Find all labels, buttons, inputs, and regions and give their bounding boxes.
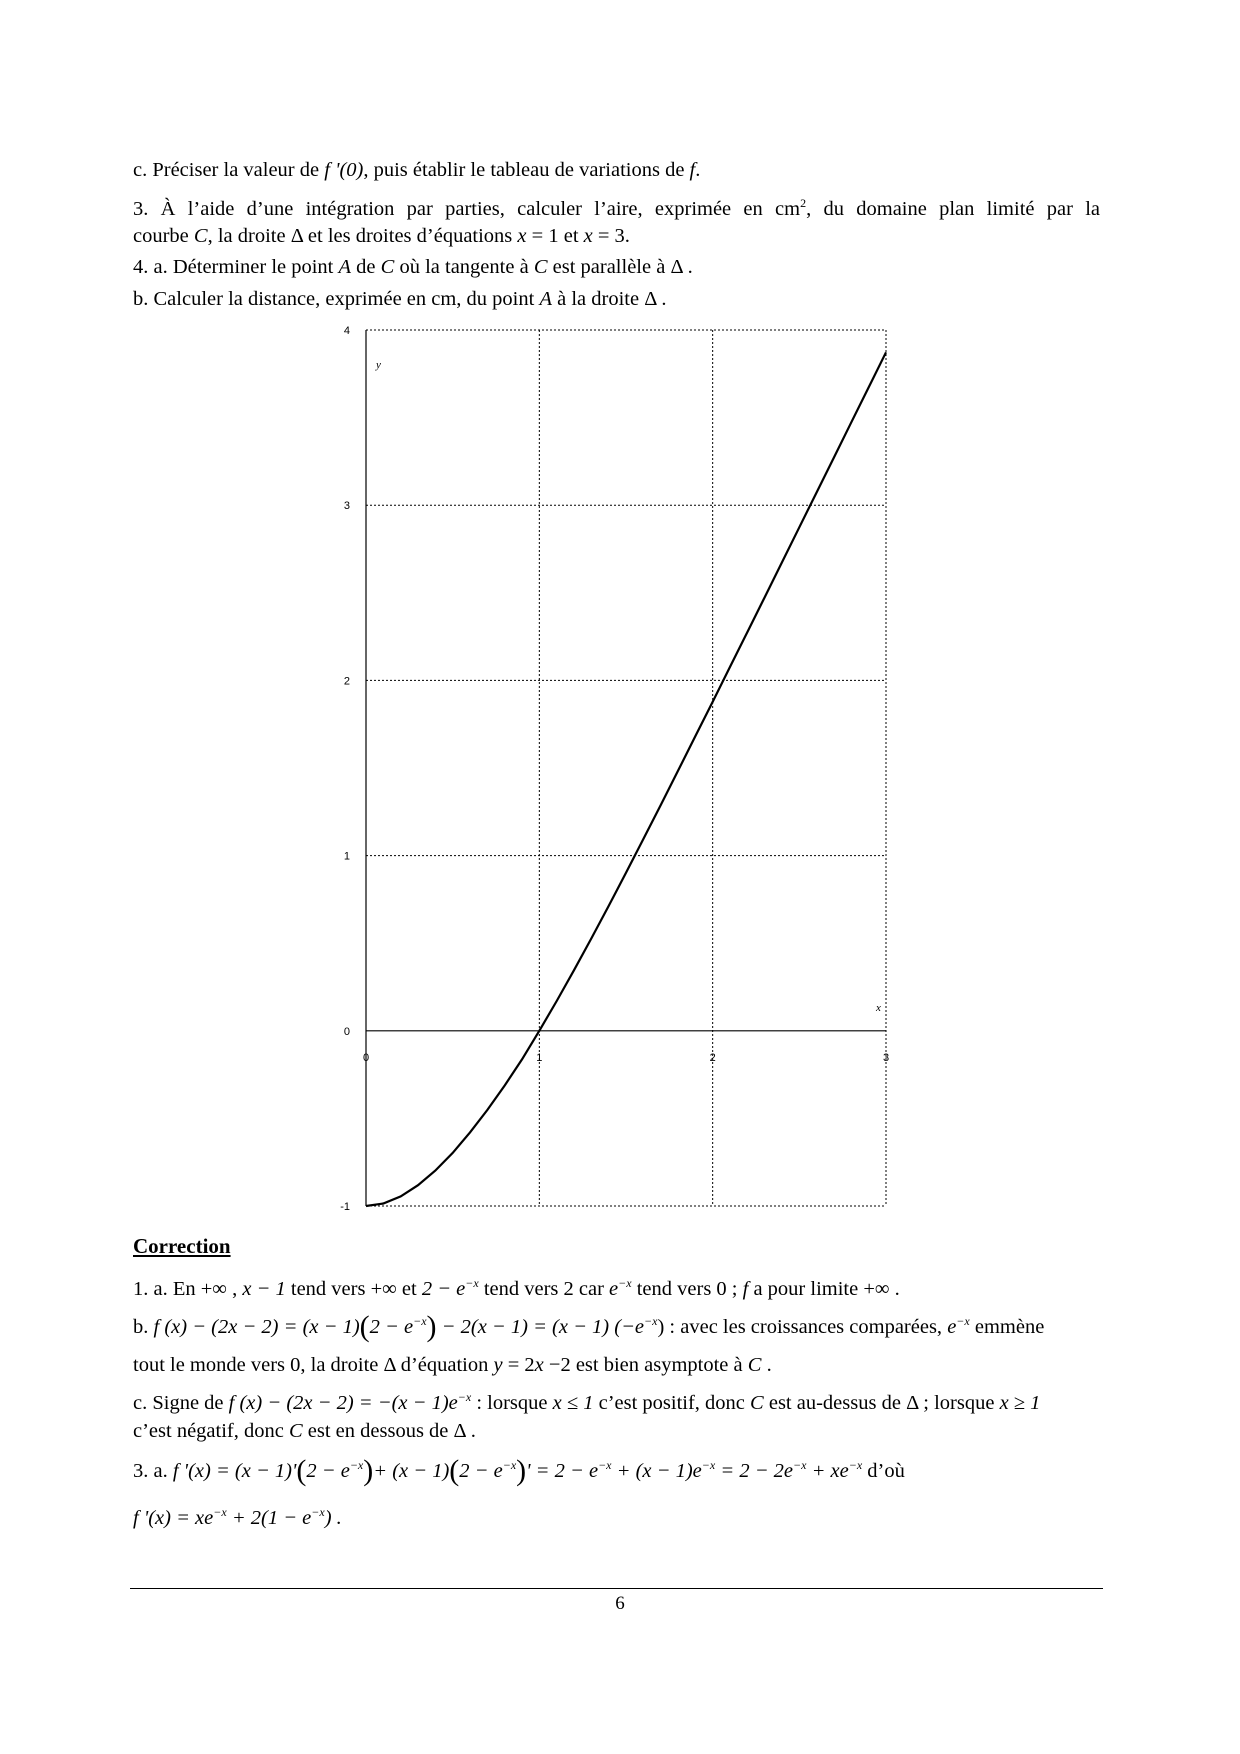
correction-3a <box>133 1454 1100 1487</box>
text: , du domaine plan limité par la <box>806 198 1100 220</box>
superscript: −x <box>644 1314 658 1329</box>
math-expr: 2 − e <box>306 1460 350 1482</box>
math-expr: f '(x) = xe <box>133 1507 214 1529</box>
math-var: C <box>747 1354 762 1376</box>
text: a pour limite <box>748 1278 864 1300</box>
superscript: −x <box>502 1458 517 1473</box>
y-tick-label: -1 <box>340 1201 350 1213</box>
paren-close: ) <box>363 1454 374 1487</box>
math-var: C <box>288 1420 303 1442</box>
text: = 3. <box>592 225 630 247</box>
math-expr: x − 1 <box>242 1278 286 1300</box>
superscript: 2 <box>800 196 807 211</box>
text: tend vers 0 ; <box>631 1278 743 1300</box>
text: . <box>656 288 667 310</box>
text: . <box>682 256 693 278</box>
superscript: −x <box>413 1314 427 1329</box>
paren-open: ( <box>449 1454 460 1487</box>
math-var: C <box>533 256 548 278</box>
superscript: −x <box>311 1505 325 1520</box>
math-expr: 2 − e <box>421 1278 466 1300</box>
math-var: f <box>689 159 696 181</box>
text: de <box>351 256 381 278</box>
math-var: A <box>539 288 552 310</box>
text: d’équation <box>395 1354 494 1376</box>
superscript: −x <box>956 1314 970 1329</box>
superscript: −x <box>793 1458 807 1473</box>
x-tick-label: 1 <box>536 1051 543 1064</box>
math-expr: 2 − e <box>459 1460 503 1482</box>
math-expr: f '(0) <box>324 159 364 181</box>
math-symbol: Δ <box>644 288 657 310</box>
math-expr: ' = 2 − e <box>526 1460 599 1482</box>
text: c. Signe de <box>133 1392 229 1414</box>
text: . <box>465 1420 476 1442</box>
y-tick-label: 4 <box>343 325 350 337</box>
math-expr: − 2(x − 1) = (x − 1) (−e <box>436 1316 645 1338</box>
text: , la droite <box>207 225 291 247</box>
correction-1c <box>133 1390 1100 1417</box>
page-number: 6 <box>615 1593 625 1614</box>
math-var: C <box>750 1392 764 1414</box>
paren-close: ) <box>426 1310 437 1343</box>
math-var: A <box>338 256 352 278</box>
text: −2 est bien asymptote à <box>543 1354 748 1376</box>
math-var: x <box>517 225 527 247</box>
x-tick-label: 0 <box>362 1051 370 1064</box>
text: 1. a. En <box>133 1278 201 1300</box>
text: courbe <box>133 225 194 247</box>
math-symbol: Δ <box>383 1354 396 1376</box>
math-expr: +∞ <box>370 1278 397 1300</box>
text: tend vers <box>285 1278 371 1300</box>
math-expr: f (x) − (2x − 2) = (x − 1) <box>153 1316 360 1338</box>
math-var: f <box>742 1278 749 1300</box>
superscript: −x <box>457 1390 472 1405</box>
text: c. Préciser la valeur de <box>133 159 325 181</box>
text: . <box>889 1278 900 1300</box>
correction-title: Correction <box>133 1234 231 1258</box>
correction-1c-line2 <box>133 1418 1100 1445</box>
math-expr: 2 − e <box>369 1316 414 1338</box>
text: et <box>396 1278 422 1300</box>
math-expr: x ≤ 1 <box>552 1392 594 1414</box>
math-expr: +∞ <box>200 1278 227 1300</box>
paren-open: ( <box>359 1310 370 1343</box>
math-var: x <box>534 1354 544 1376</box>
text: c’est négatif, donc <box>133 1420 289 1442</box>
math-expr: + (x − 1)e <box>611 1460 702 1482</box>
text: où la tangente à <box>394 256 534 278</box>
text: 3. a. <box>133 1460 173 1482</box>
question-4b <box>133 286 1100 313</box>
math-expr: + 2(1 − e <box>226 1507 312 1529</box>
text: d’où <box>862 1460 905 1482</box>
function-graph <box>330 318 910 1218</box>
math-symbol: Δ <box>670 256 683 278</box>
correction-1b <box>133 1310 1100 1343</box>
text: tout le monde vers 0, la droite <box>133 1354 384 1376</box>
text: ; lorsque <box>918 1392 1000 1414</box>
footer-divider <box>130 1588 1103 1589</box>
text: est en dessous de <box>302 1420 454 1442</box>
math-expr: e <box>947 1316 957 1338</box>
math-var: C <box>193 225 208 247</box>
y-tick-label: 3 <box>343 500 350 513</box>
y-tick-label: 2 <box>343 675 350 688</box>
superscript: −x <box>848 1458 863 1473</box>
math-expr: ) . <box>324 1507 342 1529</box>
question-2c <box>133 157 1100 184</box>
superscript: −x <box>618 1276 632 1291</box>
x-tick-label: 3 <box>882 1051 890 1064</box>
x-tick-label: 2 <box>709 1051 716 1064</box>
text: : lorsque <box>471 1392 553 1414</box>
text: c’est positif, donc <box>593 1392 751 1414</box>
math-expr: f (x) − (2x − 2) = −(x − 1)e <box>228 1392 458 1414</box>
question-3-line2 <box>133 223 1100 250</box>
correction-1b-line2 <box>133 1352 1100 1379</box>
superscript: −x <box>213 1505 227 1520</box>
math-expr: f '(x) = (x − 1)' <box>172 1460 297 1482</box>
text: , <box>226 1278 243 1300</box>
text: = 2 <box>502 1354 535 1376</box>
text: à la droite <box>551 288 645 310</box>
text: est au-dessus de <box>763 1392 907 1414</box>
superscript: −x <box>465 1276 479 1291</box>
text: b. Calculer la distance, exprimée en cm, du point <box>133 288 540 310</box>
math-expr: e <box>609 1278 619 1300</box>
paren-close: ) <box>516 1454 527 1487</box>
math-var: C <box>380 256 395 278</box>
math-expr: + (x − 1) <box>373 1460 450 1482</box>
text: emmène <box>969 1316 1045 1338</box>
text: b. <box>133 1316 154 1338</box>
math-var: x <box>583 225 593 247</box>
superscript: −x <box>701 1458 716 1473</box>
y-tick-label: 1 <box>343 850 350 863</box>
text: est parallèle à <box>547 256 671 278</box>
question-3-line1 <box>133 196 1100 223</box>
math-expr: +∞ <box>863 1278 890 1300</box>
math-symbol: Δ <box>906 1392 919 1414</box>
math-expr: = 2 − 2e <box>715 1460 794 1482</box>
y-tick-label: 0 <box>343 1025 350 1038</box>
text: et les droites d’équations <box>302 225 518 247</box>
text: . <box>761 1354 772 1376</box>
paren-open: ( <box>296 1454 307 1487</box>
math-expr: x ≥ 1 <box>999 1392 1041 1414</box>
text: ) : avec les croissances comparées, <box>657 1316 948 1338</box>
x-axis-label: x <box>876 1001 881 1014</box>
superscript: −x <box>598 1458 612 1473</box>
math-var: y <box>493 1354 503 1376</box>
math-symbol: Δ <box>290 225 303 247</box>
text: tend vers 2 car <box>478 1278 610 1300</box>
text: 3. À l’aide d’une intégration par parties, calculer l’aire, exprimée en cm <box>133 198 801 220</box>
correction-3a-line2 <box>133 1505 1100 1532</box>
correction-1a <box>133 1276 1100 1303</box>
question-4a <box>133 254 1100 281</box>
text: . <box>695 159 701 181</box>
text: 4. a. Déterminer le point <box>133 256 339 278</box>
y-axis-label: y <box>376 359 381 371</box>
superscript: −x <box>349 1458 364 1473</box>
text: , puis établir le tableau de variations de <box>363 159 690 181</box>
text: = 1 et <box>526 225 584 247</box>
math-symbol: Δ <box>453 1420 466 1442</box>
curve-line <box>366 352 886 1206</box>
math-expr: + xe <box>806 1460 849 1482</box>
